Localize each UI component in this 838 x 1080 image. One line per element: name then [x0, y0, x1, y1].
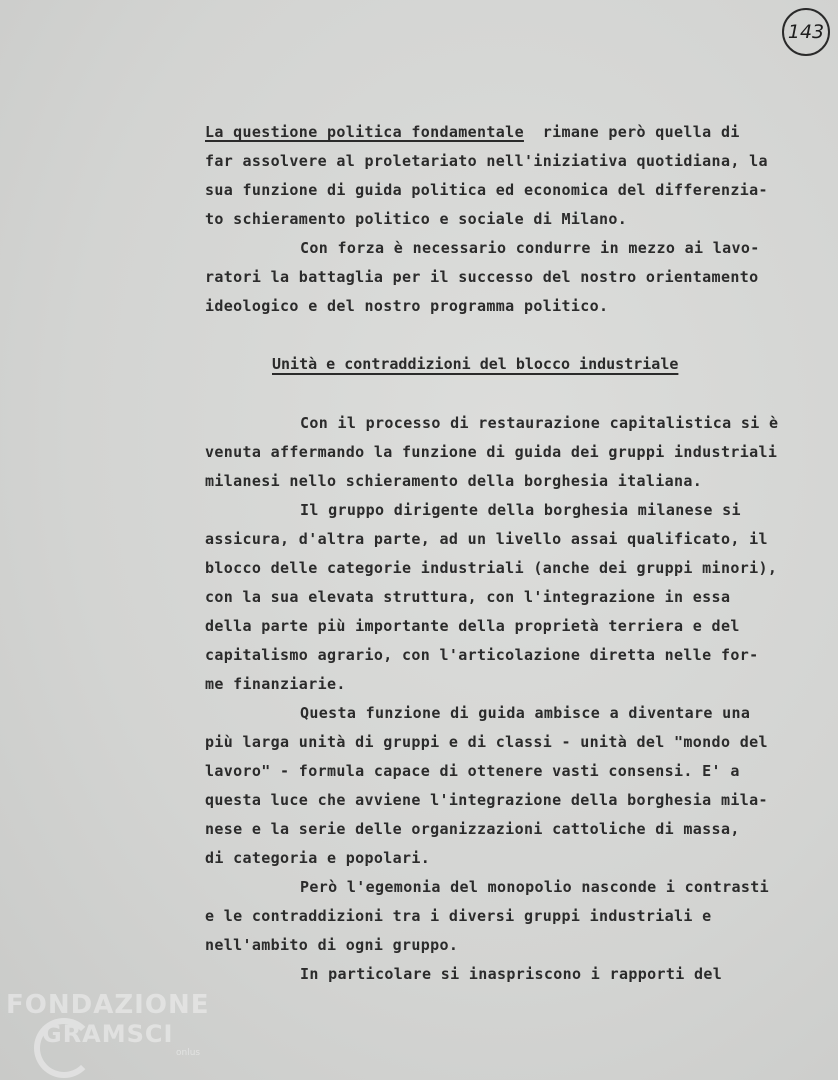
- text-line: In particolare si inaspriscono i rapporti del: [300, 965, 723, 983]
- text-line: Con forza è necessario condurre in mezzo ai lavo-: [300, 239, 760, 257]
- text-line: [205, 122, 740, 142]
- text-line: assicura, d'altra parte, ad un livello assai qualificato, il: [205, 530, 768, 548]
- fondazione-gramsci-watermark: [6, 990, 236, 1075]
- text-line: di categoria e popolari.: [205, 849, 431, 867]
- text-line: più larga unità di gruppi e di classi - unità del "mondo del: [205, 733, 768, 751]
- text-line: Questa funzione di guida ambisce a diventare una: [300, 704, 751, 722]
- text-line: della parte più importante della proprietà terriera e del: [205, 617, 740, 635]
- watermark-line1: FONDAZIONE: [6, 990, 210, 1020]
- text-line: venuta affermando la funzione di guida dei gruppi industriali: [205, 443, 778, 461]
- text-line: blocco delle categorie industriali (anche dei gruppi minori),: [205, 559, 778, 577]
- text-line: milanesi nello schieramento della borghesia italiana.: [205, 472, 703, 490]
- underlined-lead: La questione politica fondamentale: [205, 123, 524, 141]
- text-line: ratori la battaglia per il successo del nostro orientamento: [205, 268, 759, 286]
- text-line: sua funzione di guida politica ed economica del differenzia-: [205, 181, 768, 199]
- line-rest: rimane però quella di: [523, 123, 740, 141]
- watermark-small: onlus: [176, 1048, 201, 1058]
- text-line: con la sua elevata struttura, con l'integrazione in essa: [205, 588, 731, 606]
- text-line: nell'ambito di ogni gruppo.: [205, 936, 459, 954]
- text-line: far assolvere al proletariato nell'iniziativa quotidiana, la: [205, 152, 768, 170]
- text-line: lavoro" - formula capace di ottenere vasti consensi. E' a: [205, 762, 740, 780]
- text-line: Con il processo di restaurazione capitalistica si è: [300, 414, 779, 432]
- text-line: e le contraddizioni tra i diversi gruppi industriali e: [205, 907, 712, 925]
- section-heading: Unità e contraddizioni del blocco industriale: [272, 355, 679, 373]
- text-line: nese e la serie delle organizzazioni cattoliche di massa,: [205, 820, 740, 838]
- text-line: to schieramento politico e sociale di Milano.: [205, 210, 628, 228]
- text-line: me finanziarie.: [205, 675, 346, 693]
- text-line: capitalismo agrario, con l'articolazione diretta nelle for-: [205, 646, 759, 664]
- page-number: 143: [782, 8, 830, 56]
- text-line: ideologico e del nostro programma politico.: [205, 297, 609, 315]
- watermark-line2: GRAMSCI: [42, 1020, 174, 1048]
- text-line: questa luce che avviene l'integrazione della borghesia mila-: [205, 791, 768, 809]
- text-line: Il gruppo dirigente della borghesia milanese si: [300, 501, 741, 519]
- text-line: Però l'egemonia del monopolio nasconde i contrasti: [300, 878, 770, 896]
